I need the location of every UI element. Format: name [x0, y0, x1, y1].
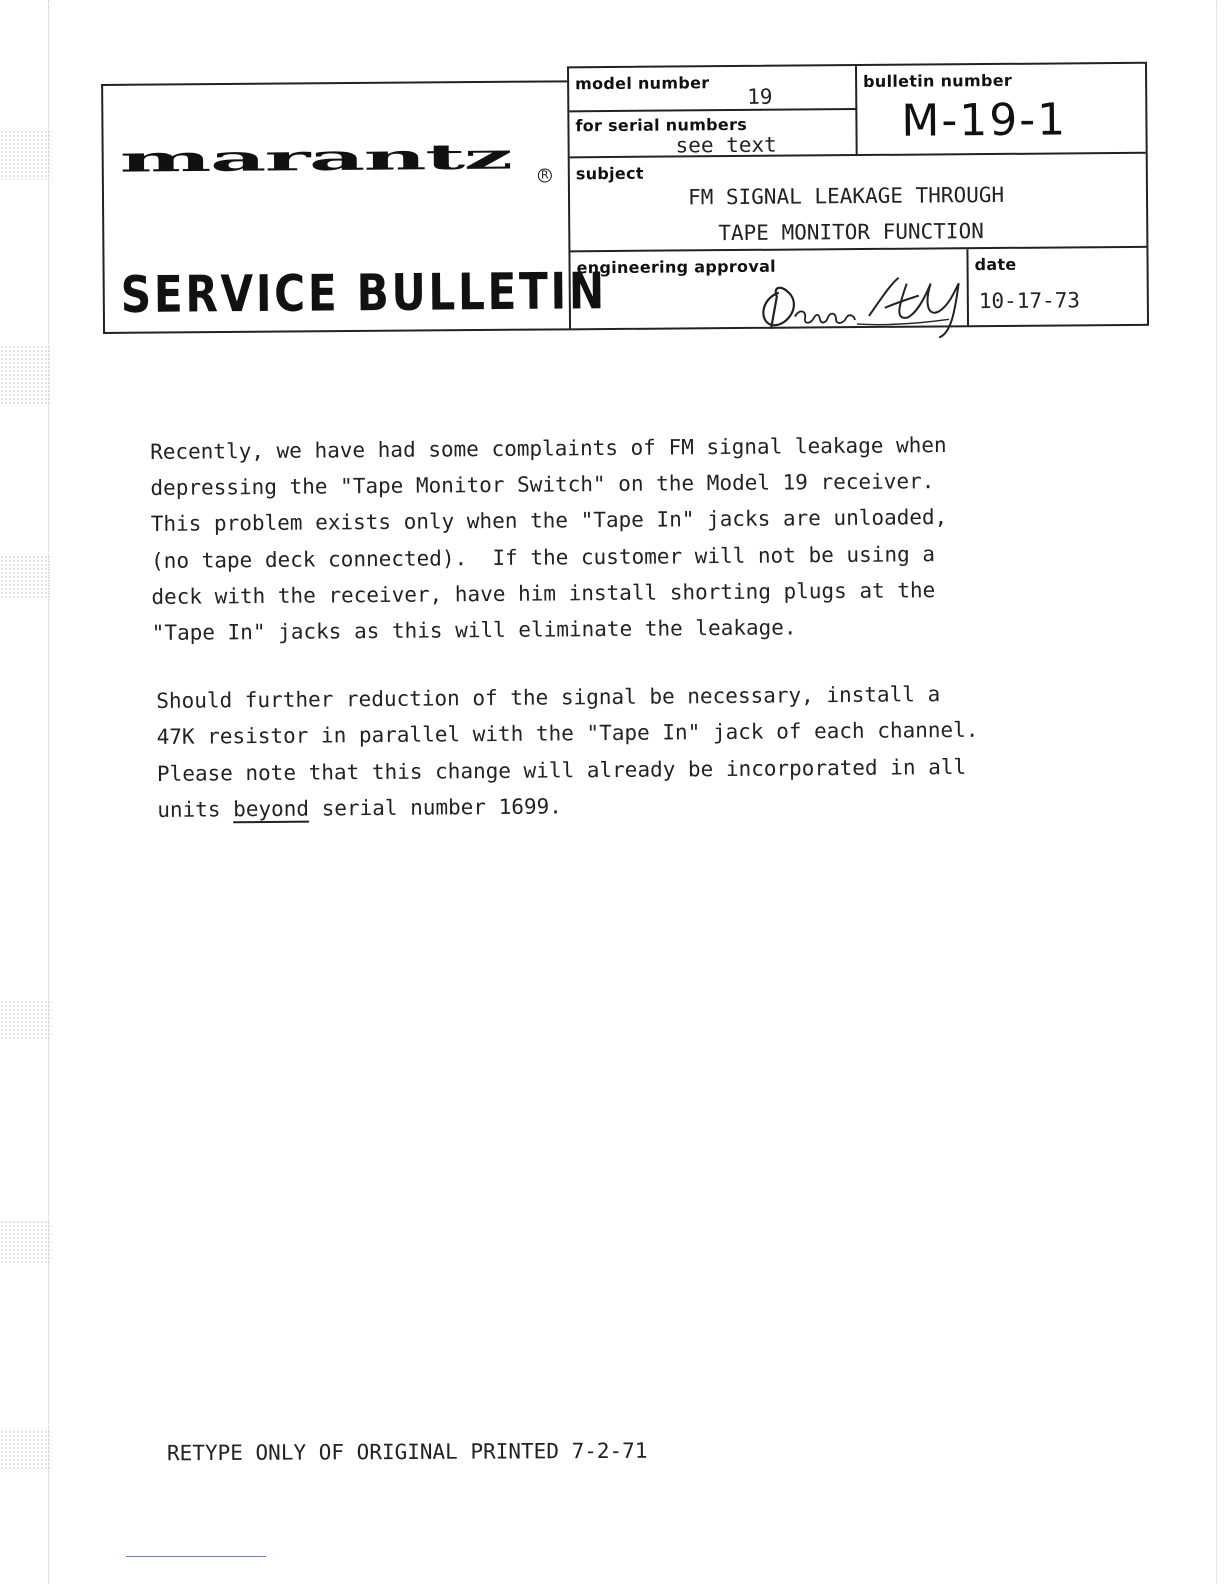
subject-line-1: FM SIGNAL LEAKAGE THROUGH — [687, 182, 1005, 210]
serial-numbers-value: see text — [675, 132, 777, 158]
body-line: Please note that this change will already be incorporated in all — [156, 754, 967, 786]
scan-speckle — [0, 1000, 50, 1040]
date-cell — [968, 248, 1147, 325]
scan-edge — [1216, 0, 1218, 1584]
body-line: This problem exists only when the "Tape In" jacks are unloaded, — [150, 505, 948, 537]
subject-line-2: TAPE MONITOR FUNCTION — [718, 219, 984, 246]
body-line: Should further reduction of the signal be necessary, install a — [156, 682, 941, 714]
bulletin-number-value: M-19-1 — [901, 94, 1068, 147]
serial-numbers-label: for serial numbers — [575, 114, 748, 136]
scan-speckle — [0, 1430, 50, 1470]
scan-speckle — [0, 130, 50, 180]
subject-cell — [570, 154, 1147, 253]
info-grid — [567, 62, 1149, 331]
logo-panel — [101, 80, 608, 334]
engineering-approval-label: engineering approval — [576, 256, 776, 278]
retype-note: RETYPE ONLY OF ORIGINAL PRINTED 7-2-71 — [166, 1438, 648, 1466]
bulletin-number-label: bulletin number — [863, 70, 1013, 92]
scan-speckle — [0, 345, 50, 405]
last-line-suffix: serial number 1699. — [308, 794, 562, 821]
body-line: deck with the receiver, have him install shorting plugs at the — [151, 577, 936, 609]
document-title: SERVICE BULLETIN — [120, 262, 608, 325]
body-line: 47K resistor in parallel with the "Tape In" jack of each channel. — [156, 718, 979, 750]
margin-rule — [126, 1556, 266, 1557]
scan-speckle — [0, 1220, 50, 1265]
scan-edge — [48, 0, 50, 1584]
subject-label: subject — [575, 163, 644, 184]
paragraph-1 — [150, 426, 1112, 651]
registered-mark-icon: R — [538, 168, 552, 182]
body-line-last — [157, 783, 1113, 828]
model-number-cell — [569, 66, 857, 112]
marantz-logo: marantz — [119, 136, 512, 181]
model-number-value: 19 — [747, 84, 773, 109]
bulletin-number-cell — [857, 64, 1146, 156]
body-line: "Tape In" jacks as this will eliminate the leakage. — [151, 615, 797, 645]
serial-numbers-cell — [569, 110, 857, 158]
model-number-label: model number — [575, 73, 710, 94]
engineering-approval-cell — [570, 249, 969, 328]
bulletin-header — [101, 62, 1149, 336]
date-label: date — [974, 254, 1017, 275]
body-line: depressing the "Tape Monitor Switch" on the Model 19 receiver. — [150, 469, 935, 501]
last-line-prefix: units — [157, 796, 234, 822]
emphasized-word: beyond — [233, 796, 310, 821]
paragraph-2 — [152, 675, 1113, 828]
body-line: (no tape deck connected). If the customer will not be using a — [150, 541, 936, 573]
bulletin-body — [150, 426, 1113, 828]
approval-signature — [749, 261, 990, 343]
body-line: Recently, we have had some complaints of FM signal leakage when — [150, 433, 947, 464]
date-value: 10-17-73 — [978, 288, 1081, 314]
scan-speckle — [0, 555, 50, 600]
